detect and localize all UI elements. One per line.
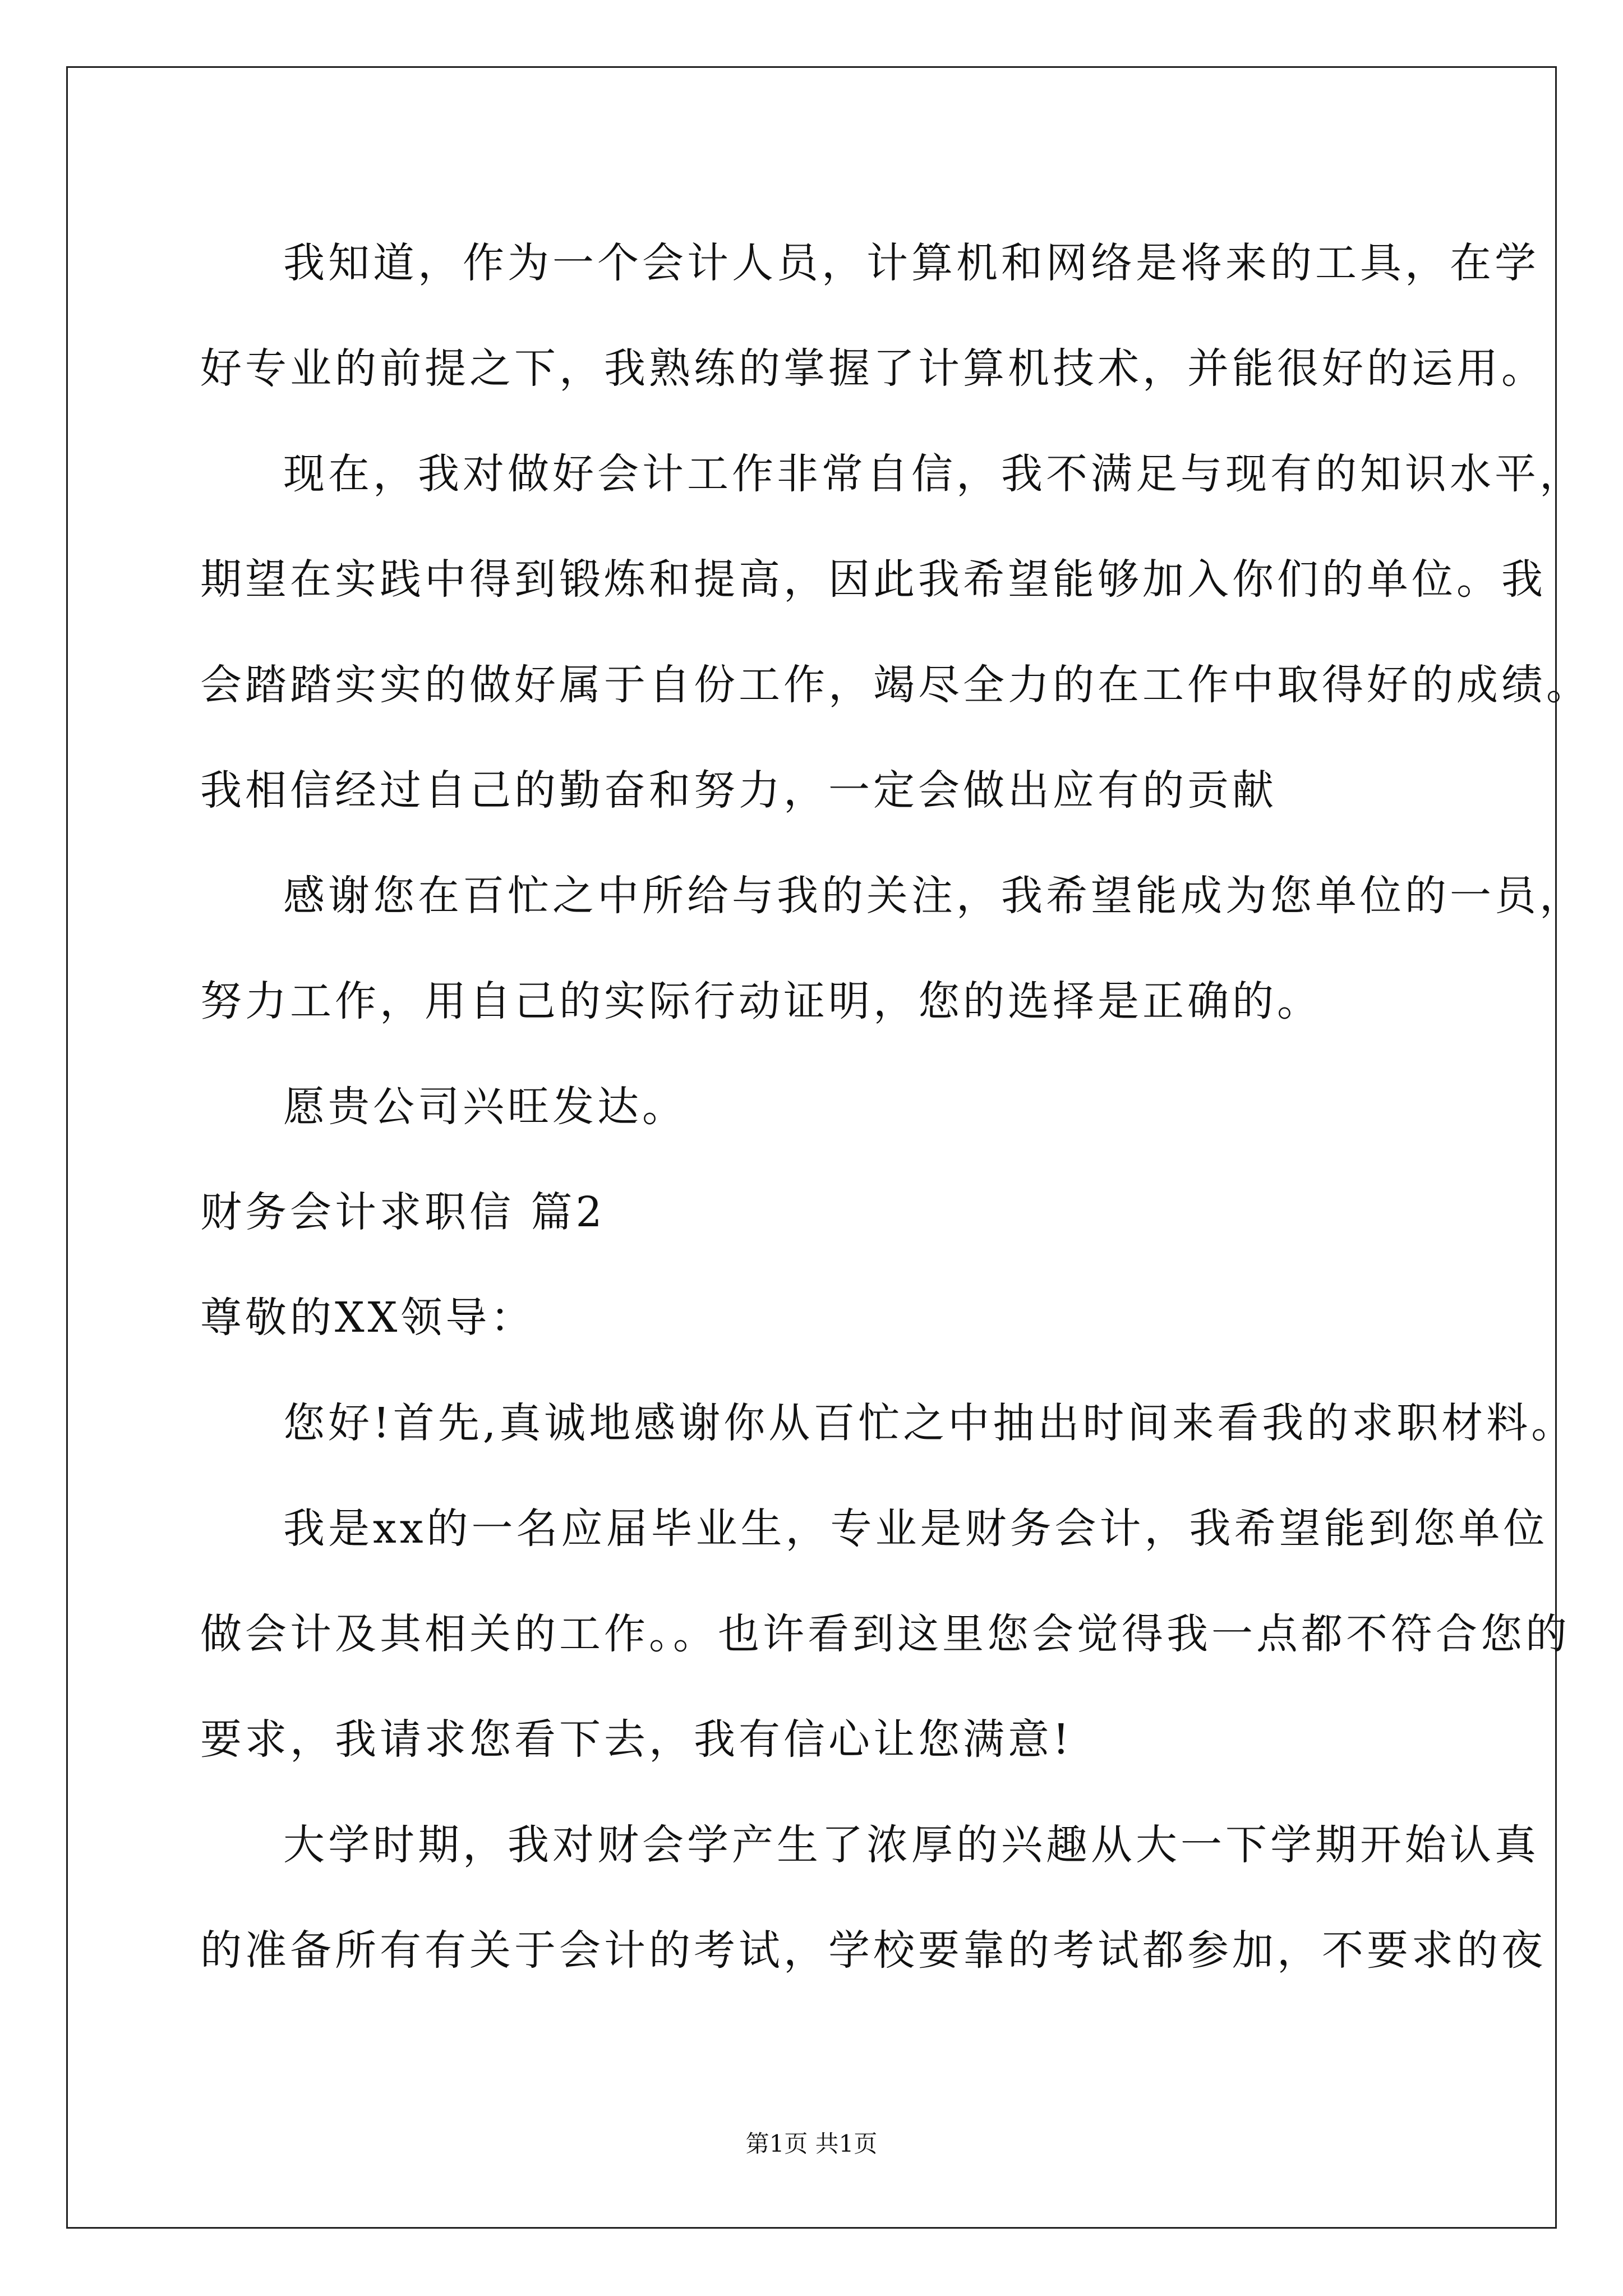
document-body — [200, 210, 1591, 2003]
text-line: 您好!首先,真诚地感谢你从百忙之中抽出时间来看我的求职材料。 — [283, 1399, 1576, 1447]
text-line: 现在，我对做好会计工作非常自信，我不满足与现有的知识水平， — [283, 450, 1584, 498]
text-line: 要求，我请求您看下去，我有信心让您满意! — [200, 1715, 1073, 1764]
text-line: 大学时期，我对财会学产生了浓厚的兴趣从大一下学期开始认真 — [283, 1821, 1539, 1869]
page-footer: 第1页 共1页 — [745, 2130, 878, 2157]
text-line: 会踏踏实实的做好属于自份工作，竭尽全力的在工作中取得好的成绩。 — [200, 661, 1591, 709]
text-line: 愿贵公司兴旺发达。 — [283, 1083, 687, 1131]
salutation: 尊敬的XX领导： — [200, 1294, 536, 1342]
text-line: 我知道，作为一个会计人员，计算机和网络是将来的工具，在学 — [283, 239, 1539, 287]
section-heading: 财务会计求职信 篇2 — [200, 1188, 606, 1236]
text-line: 的准备所有有关于会计的考试，学校要靠的考试都参加，不要求的夜 — [200, 1926, 1546, 1975]
text-line: 我是xx的一名应届毕业生，专业是财务会计，我希望能到您单位 — [283, 1504, 1548, 1553]
text-line: 我相信经过自己的勤奋和努力，一定会做出应有的贡献 — [200, 766, 1277, 815]
text-line: 好专业的前提之下，我熟练的掌握了计算机技术，并能很好的运用。 — [200, 344, 1546, 393]
text-line: 期望在实践中得到锻炼和提高，因此我希望能够加入你们的单位。我 — [200, 555, 1546, 604]
text-line: 做会计及其相关的工作。。也许看到这里您会觉得我一点都不符合您的 — [200, 1610, 1570, 1658]
text-line: 感谢您在百忙之中所给与我的关注，我希望能成为您单位的一员， — [283, 872, 1584, 920]
text-line: 努力工作，用自己的实际行动证明，您的选择是正确的。 — [200, 977, 1322, 1025]
